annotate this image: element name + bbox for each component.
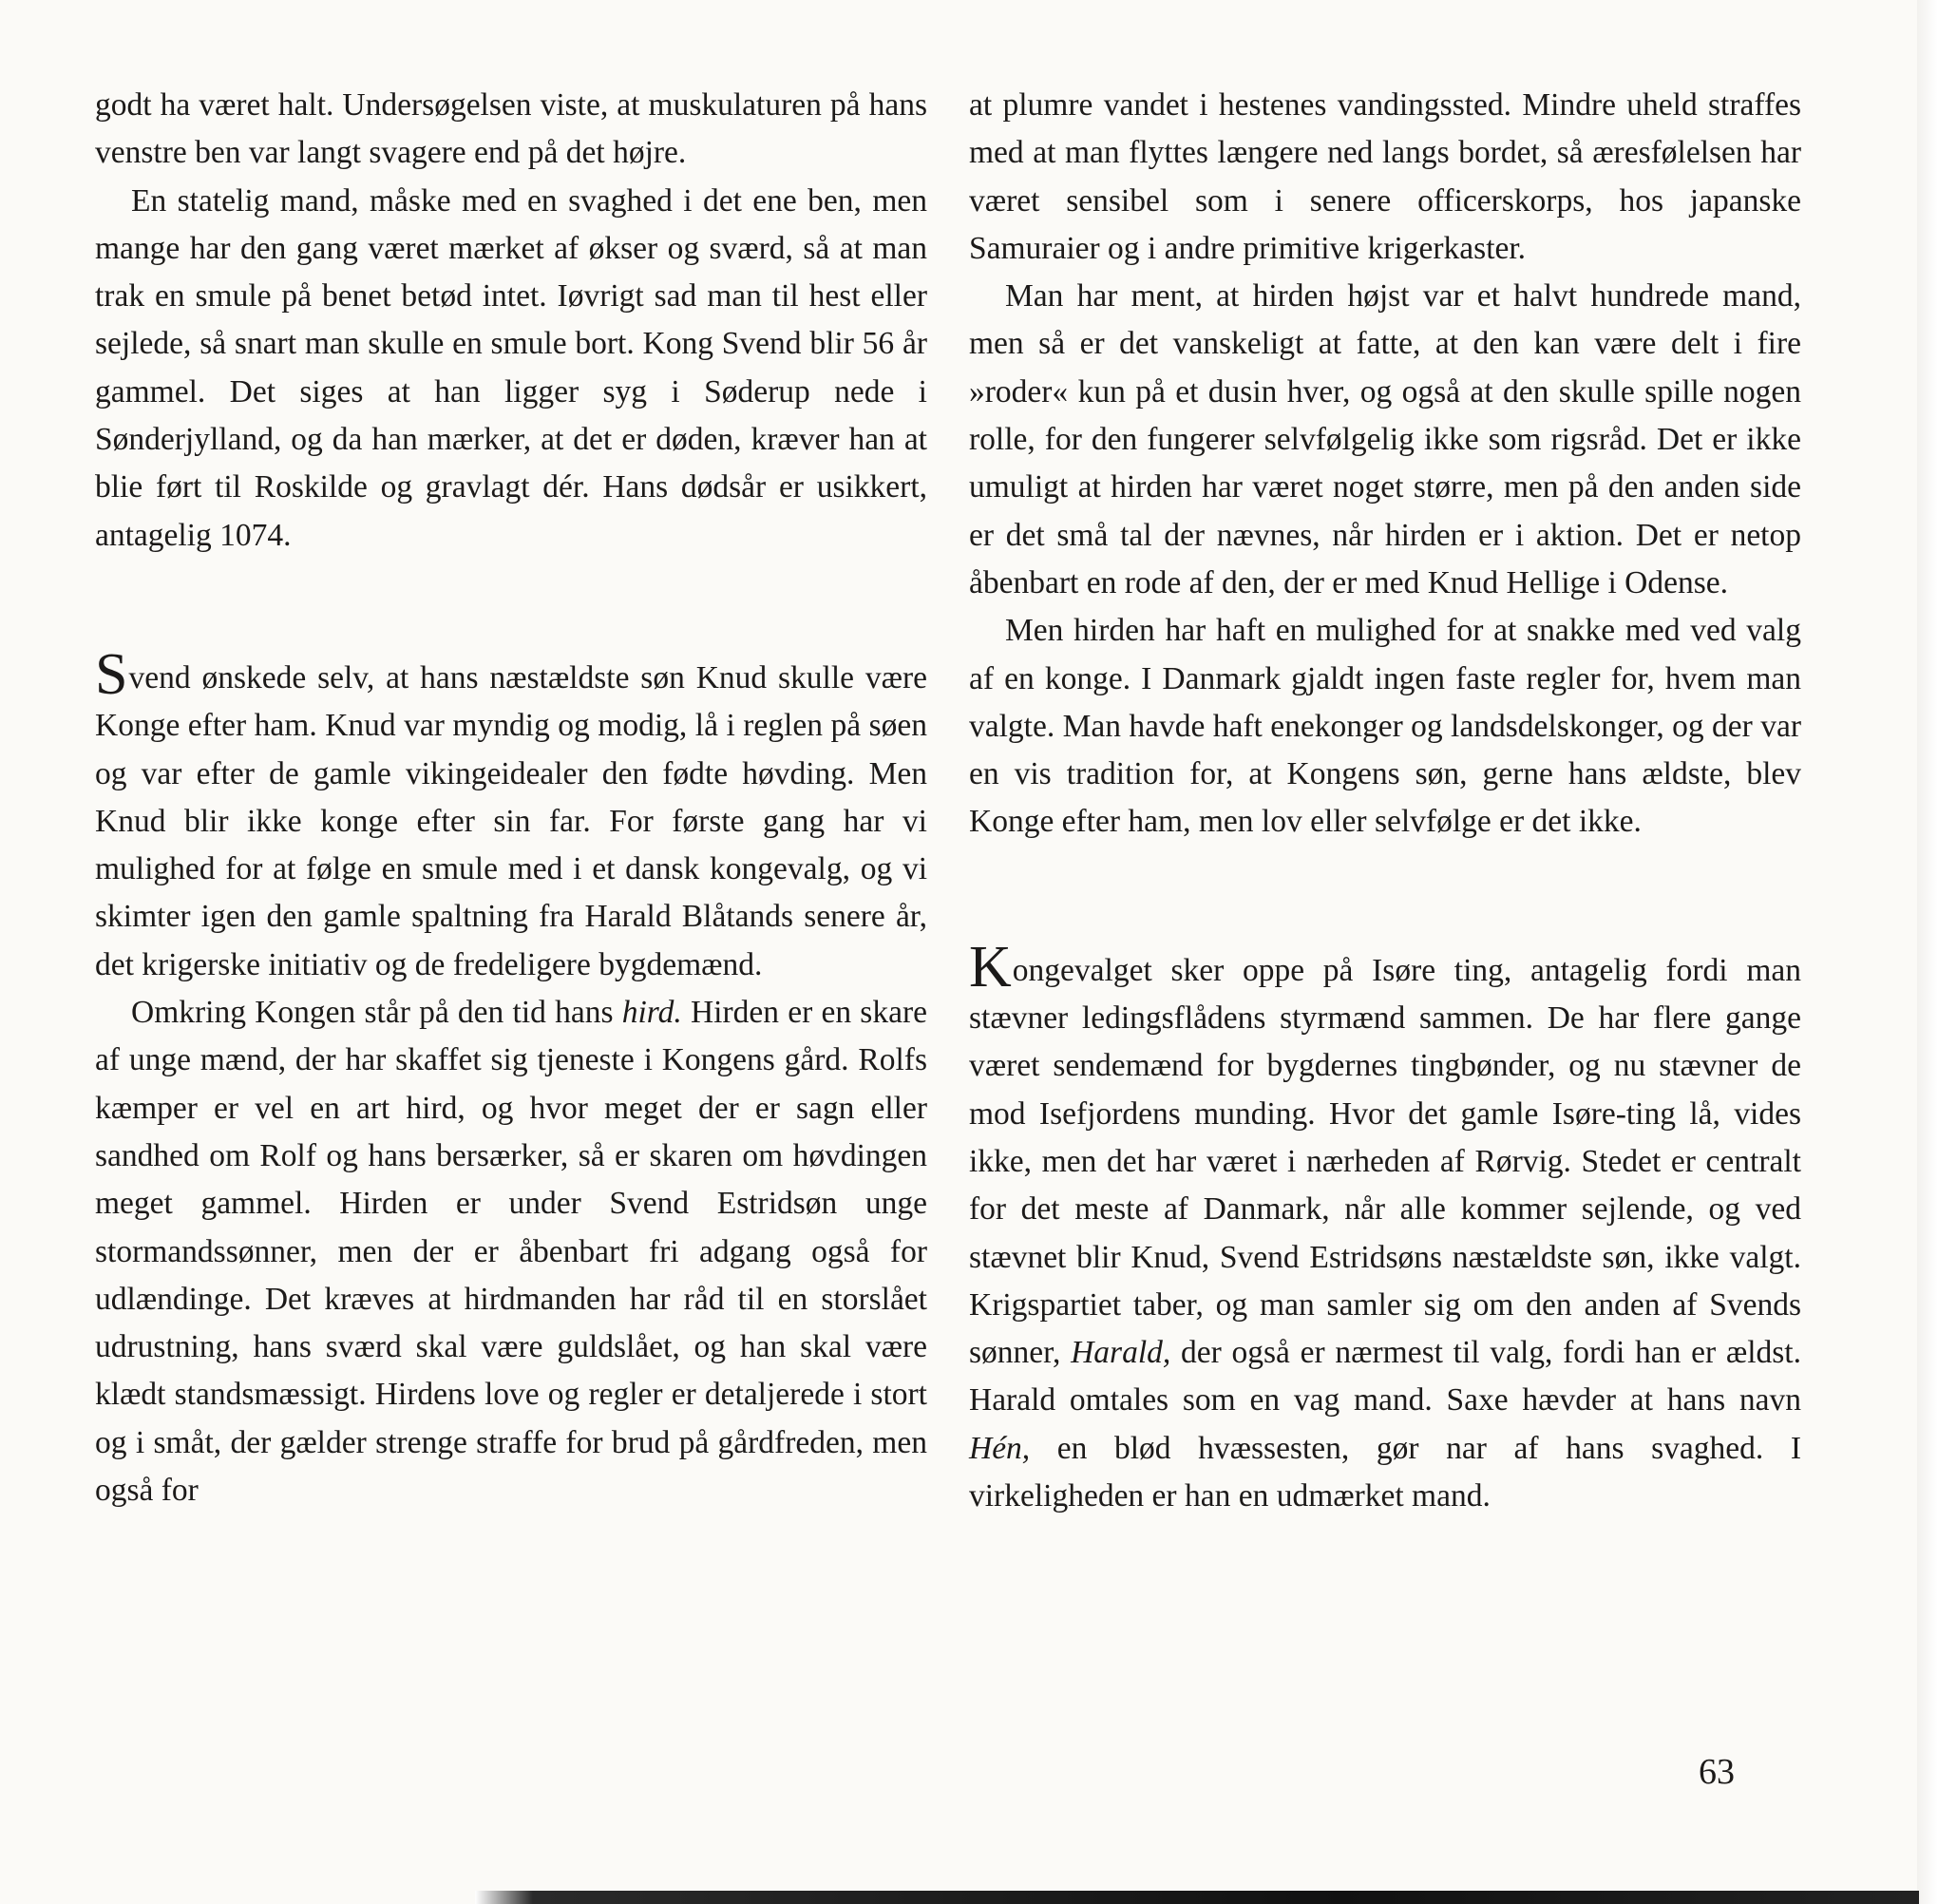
right-column (969, 82, 1801, 1520)
italic-term: Harald, (1071, 1335, 1171, 1371)
italic-term: hird. (621, 995, 682, 1031)
section-break (95, 560, 927, 655)
page-bottom-shadow (475, 1891, 1919, 1904)
paragraph-text: Omkring Kongen står på den tid hans (131, 995, 622, 1031)
paragraph (95, 641, 927, 989)
drop-cap: S (95, 641, 128, 707)
paragraph: Men hirden har haft en mulighed for at snakke med ved valg af en konge. I Danmark gjaldt ingen faste regler for, hvem man valgte. Man havde haft enekonger og landsdelskonger, og der var en vis tradition for, at Kongens søn, gerne hans ældste, blev Konge efter ham, men lov eller selvfølge er det ikke. (969, 613, 1801, 840)
page-number: 63 (1699, 1752, 1735, 1792)
paragraph-text: en blød hvæssesten, gør nar af hans svaghed. I virkeligheden er han en udmærket mand. (969, 1430, 1801, 1514)
paragraph (969, 934, 1801, 1521)
page-edge (1917, 0, 1938, 1904)
paragraph-text: vend ønskede selv, at hans næstældste søn Knud skulle være Konge efter ham. Knud var myndig og modig, lå i reglen på søen og var efter de gamle vikingeidealer den fødte høvding. Men Knud blir ikke konge efter sin far. For første gang har vi mulighed for at følge en smule med i et dansk kongevalg, og vi skimter igen den gamle spaltning fra Harald Blåtands senere år, det krigerske initiativ og de fredeligere bygdemænd. (95, 659, 927, 982)
paragraph-text: der også er nærmest til valg, fordi han er ældst. Harald omtales som en vag mand. Saxe hævder at hans navn (969, 1335, 1801, 1418)
drop-cap: K (969, 934, 1012, 1000)
paragraph: Man har ment, at hirden højst var et halvt hundrede mand, men så er det vanskeligt at fatte, at den kan være delt i fire »roder« kun på et dusin hver, og også at den skulle spille nogen rolle, for den fungerer selvfølgelig ikke som rigsråd. Det er ikke umuligt at hirden har været noget større, men på den anden side er det små tal der nævnes, når hirden er i aktion. Det er netop åbenbart en rode af den, der er med Knud Hellige i Odense. (969, 278, 1801, 600)
paragraph: godt ha været halt. Undersøgelsen viste, at muskulaturen på hans venstre ben var langt svagere end på det højre. (95, 87, 927, 171)
section-break (969, 847, 1801, 947)
paragraph-text: Hirden er en skare af unge mænd, der har skaffet sig tjeneste i Kongens gård. Rolfs kæmper er vel en art hird, og hvor meget der er sagn eller sandhed om Rolf og hans bersærker, så er skaren om høvdingen meget gammel. Hirden er under Svend Estridsøn unge stormandssønner, men der er åbenbart fri adgang også for udlændinge. Det kræves at hirdmanden har råd til en storslået udrustning, hans sværd skal være guldslået, og han skal være klædt standsmæssigt. Hirdens love og regler er detaljerede i stort og i småt, der gælder strenge straffe for brud på gårdfreden, men også for (95, 995, 927, 1509)
paragraph: at plumre vandet i hestenes vandingssted. Mindre uheld straffes med at man flyttes længere ned langs bordet, så æresfølelsen har været sensibel som i senere officerskorps, hos japanske Samuraier og i andre primitive krigerkaster. (969, 87, 1801, 266)
paragraph-text: ongevalget sker oppe på Isøre ting, antagelig fordi man stævner ledingsflådens styrmænd sammen. De har flere gange været sendemænd for bygdernes tingbønder, og nu stævner de mod Isefjordens munding. Hvor det gamle Isøre-ting lå, vides ikke, men det har været i nærheden af Rørvig. Stedet er centralt for det meste af Danmark, når alle kommer sejlende, og ved stævnet blir Knud, Svend Estridsøns næstældste søn, ikke valgt. Krigspartiet taber, og man samler sig om den anden af Svends sønner, (969, 952, 1801, 1371)
paragraph (95, 989, 927, 1514)
italic-term: Hén, (969, 1430, 1031, 1466)
paragraph: En statelig mand, måske med en svaghed i det ene ben, men mange har den gang været mærket af økser og sværd, så at man trak en smule på benet betød intet. Iøvrigt sad man til hest eller sejlede, så snart man skulle en smule bort. Kong Svend blir 56 år gammel. Det siges at han ligger syg i Søderup nede i Sønderjylland, og da han mærker, at det er døden, kræver han at blie ført til Roskilde og gravlagt dér. Hans dødsår er usikkert, antagelig 1074. (95, 182, 927, 553)
left-column (95, 82, 927, 1514)
